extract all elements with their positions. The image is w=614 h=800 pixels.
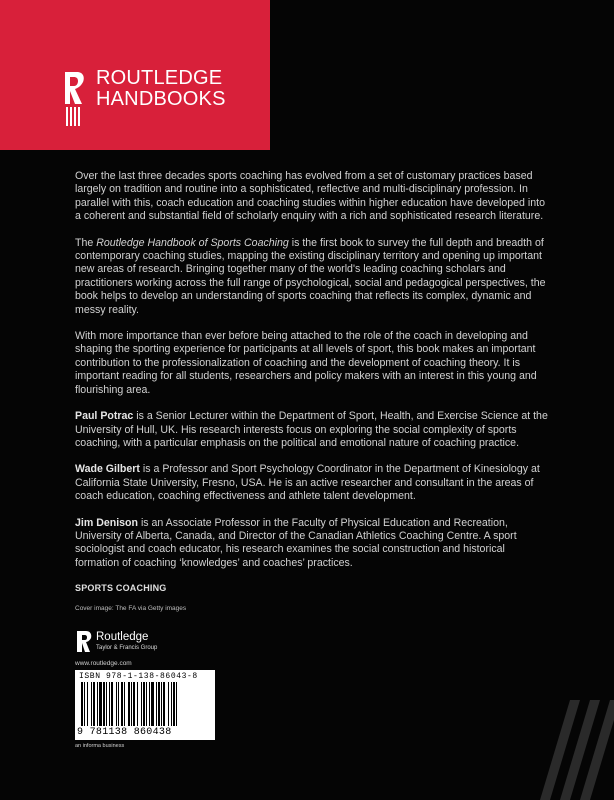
editor-bio — [75, 463, 550, 503]
series-name-line1: ROUTLEDGE — [96, 67, 223, 89]
isbn-label: ISBN 978-1-138-86043-8 — [79, 672, 198, 681]
barcode-bar — [163, 682, 165, 726]
series-banner — [0, 0, 270, 150]
barcode-bar — [171, 682, 172, 726]
editor-bio-text: is a Senior Lecturer within the Department of Sport, Health, and Exercise Science at the University of Hull, UK. His research interests focus on exploring the social complexity of sports coaching, with a particular emphasis on the political and emotional nature of coaching practice. — [75, 410, 548, 449]
barcode-bar — [141, 682, 142, 726]
barcode-bar — [93, 682, 95, 726]
editor-name: Paul Potrac — [75, 410, 134, 423]
blurb-paragraph-2 — [75, 237, 550, 317]
barcode-bar — [91, 682, 92, 726]
routledge-head-icon — [75, 630, 93, 654]
blurb-text: is the first book to survey the full depth and breadth of contemporary coaching studies, mapping the existing disciplinary territory and opening up important new areas of research. Bringing together many of the world's leading coaching scholars and practitioners working across the full range of psychological, social and pedagogical perspectives, the book helps to develop an understanding of sports coaching that reflects its complex, dynamic and messy reality. — [75, 236, 546, 316]
blurb-text: The — [75, 236, 97, 249]
barcode-bar — [176, 682, 177, 726]
routledge-head-icon — [62, 70, 86, 128]
informa-label: an informa business — [75, 743, 125, 749]
barcode-bar — [121, 682, 123, 726]
editor-bio-text: is an Associate Professor in the Faculty of Physical Education and Recreation, University of Alberta, Canada, and Director of the Canadian Athletics Coaching Centre. A sport sociologist and coach educator, his research examines the social construction and historical formation of coaching ‘knowledges’ and coaches’ practices. — [75, 516, 517, 569]
barcode-digits: 9 781138 860438 — [77, 727, 172, 738]
barcode-bar — [158, 682, 160, 726]
barcode-bar — [97, 682, 98, 726]
barcode-bars — [81, 682, 209, 726]
editor-bio — [75, 410, 550, 450]
publisher-subtitle: Taylor & Francis Group — [96, 645, 158, 651]
barcode-bar — [87, 682, 88, 726]
barcode-bar — [173, 682, 175, 726]
barcode-bar — [137, 682, 138, 726]
blurb-paragraph-1: Over the last three decades sports coaching has evolved from a set of customary practices based largely on tradition and routine into a sophisticated, reflective and multi-disciplinary profession. In parallel with this, coach education and coaching studies within higher education have developed into a coherent and substantial field of scholarly enquiry with a rich and sophisticated research literature. — [75, 170, 545, 223]
editor-name: Wade Gilbert — [75, 463, 140, 476]
barcode-bar — [103, 682, 105, 726]
barcode-bar — [156, 682, 157, 726]
barcode-bar — [149, 682, 150, 726]
barcode-bar — [109, 682, 110, 726]
series-name-line2: HANDBOOKS — [96, 88, 226, 110]
barcode-bar — [168, 682, 169, 726]
isbn-barcode — [75, 670, 215, 740]
barcode-bar — [84, 682, 85, 726]
barcode-bar — [111, 682, 113, 726]
barcode-bar — [81, 682, 83, 726]
barcode-bar — [161, 682, 162, 726]
editor-bio-text: is a Professor and Sport Psychology Coordinator in the Department of Kinesiology at California State University, Fresno, USA. He is an active researcher and consultant in the areas of coach education, coaching effectiveness and athlete talent development. — [75, 463, 540, 503]
barcode-bar — [118, 682, 119, 726]
publisher-name: Routledge — [96, 631, 149, 643]
barcode-bar — [116, 682, 117, 726]
barcode-bar — [128, 682, 130, 726]
series-name — [96, 68, 226, 110]
editor-name: Jim Denison — [75, 516, 138, 529]
barcode-bar — [146, 682, 147, 726]
barcode-bar — [143, 682, 145, 726]
barcode-bar — [131, 682, 132, 726]
cover-credit: Cover image: The FA via Getty images — [75, 605, 187, 612]
decorative-stripes — [520, 700, 614, 800]
back-cover-text — [75, 170, 550, 583]
subject-category: SPORTS COACHING — [75, 583, 167, 593]
blurb-paragraph-3: With more importance than ever before being attached to the role of the coach in developing and shaping the sporting experience for participants at all levels of sport, this book makes an important contribution to the professionalization of coaching and the development of coaching theory. It is important reading for all students, researchers and policy makers with an interest in this young and flourishing area. — [75, 330, 537, 396]
barcode-bar — [99, 682, 102, 726]
barcode-bar — [124, 682, 125, 726]
publisher-url: www.routledge.com — [75, 660, 132, 667]
editor-bio — [75, 517, 550, 571]
barcode-bar — [151, 682, 154, 726]
barcode-bar — [133, 682, 135, 726]
barcode-bar — [106, 682, 107, 726]
book-title: Routledge Handbook of Sports Coaching — [96, 236, 289, 249]
